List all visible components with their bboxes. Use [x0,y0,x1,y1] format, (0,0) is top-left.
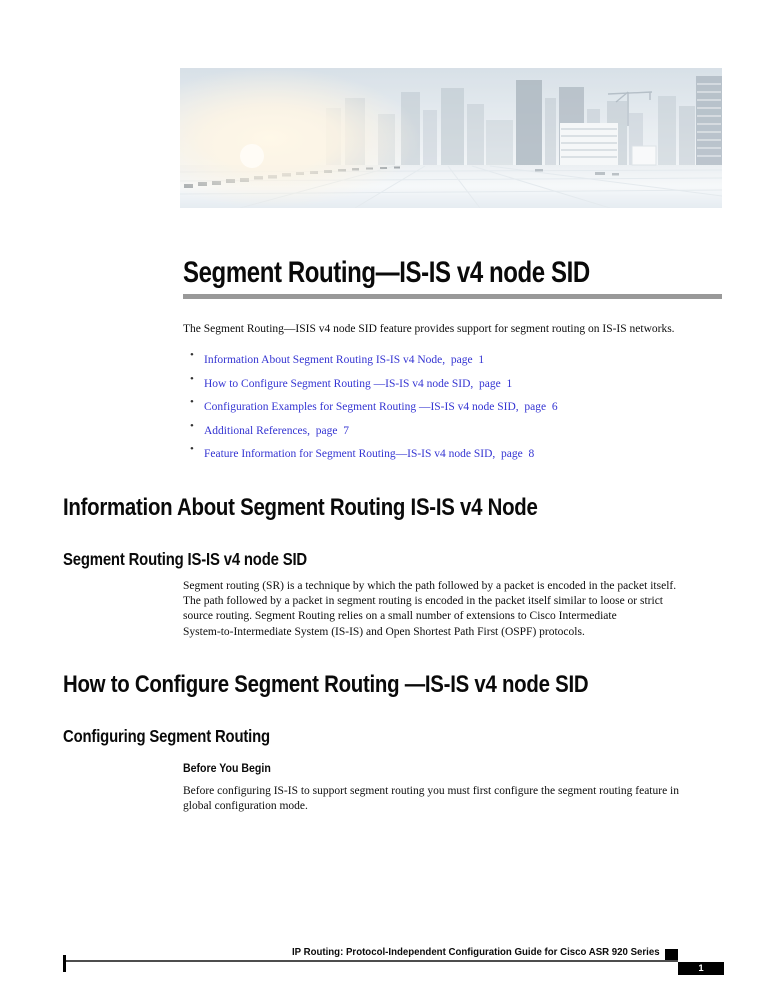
paragraph-line: Segment routing (SR) is a technique by which the path followed by a packet is encoded in the packet itself. [183,580,677,592]
paragraph-line: global configuration mode. [183,800,308,813]
paragraph-segment-routing-description [183,580,753,641]
paragraph-line: Before configuring IS-IS to support segment routing you must first configure the segment routing feature in [183,785,679,797]
toc-item [183,397,743,412]
toc-item [183,444,743,459]
toc-link-additional-references[interactable]: Additional References, page 7 [204,424,349,437]
toc-link-feature-information[interactable]: Feature Information for Segment Routing—IS-IS v4 node SID, page 8 [204,448,535,460]
toc-link-configuration-examples[interactable]: Configuration Examples for Segment Routing —IS-IS v4 node SID, page 6 [204,401,558,413]
bullet-icon: • [190,349,194,361]
paragraph-before-you-begin [183,785,753,815]
paragraph-line: source routing. Segment Routing relies on a small number of extensions to Cisco Intermediate [183,610,617,623]
section-heading-information-about: Information About Segment Routing IS-IS v4 Node [63,494,538,521]
toc-item [183,374,743,389]
bullet-icon: • [190,443,194,455]
before-you-begin-heading: Before You Begin [183,763,271,775]
skyline-illustration [180,68,722,208]
subsection-heading-sr-isis-v4-node-sid: Segment Routing IS-IS v4 node SID [63,549,307,569]
intro-paragraph: The Segment Routing—ISIS v4 node SID feature provides support for segment routing on IS-IS networks. [183,323,675,335]
footer-rule [64,960,678,962]
bullet-icon: • [190,419,194,432]
section-heading-how-to-configure: How to Configure Segment Routing —IS-IS v4 node SID [63,671,589,698]
footer-left-tick [63,955,66,972]
toc-link-information-about[interactable]: Information About Segment Routing IS-IS v4 Node, page 1 [204,354,485,366]
paragraph-line: System-to-Intermediate System (IS-IS) and Open Shortest Path First (OSPF) protocols. [183,625,585,638]
bullet-icon: • [190,372,194,385]
header-skyline-image [180,68,722,208]
toc-list [183,350,743,468]
toc-link-how-to-configure[interactable]: How to Configure Segment Routing —IS-IS v4 node SID, page 1 [204,377,513,390]
toc-item [183,350,743,365]
bullet-icon: • [190,396,194,408]
toc-item [183,421,743,436]
subsection-heading-configuring-segment-routing: Configuring Segment Routing [63,726,270,746]
paragraph-line: The path followed by a packet in segment routing is encoded in the packet itself similar to loose or strict [183,595,663,608]
footer-book-title: IP Routing: Protocol-Independent Configuration Guide for Cisco ASR 920 Series [292,946,660,958]
page-number-badge: 1 [678,962,724,975]
title-rule [183,294,722,299]
page-title: Segment Routing—IS-IS v4 node SID [183,256,590,289]
